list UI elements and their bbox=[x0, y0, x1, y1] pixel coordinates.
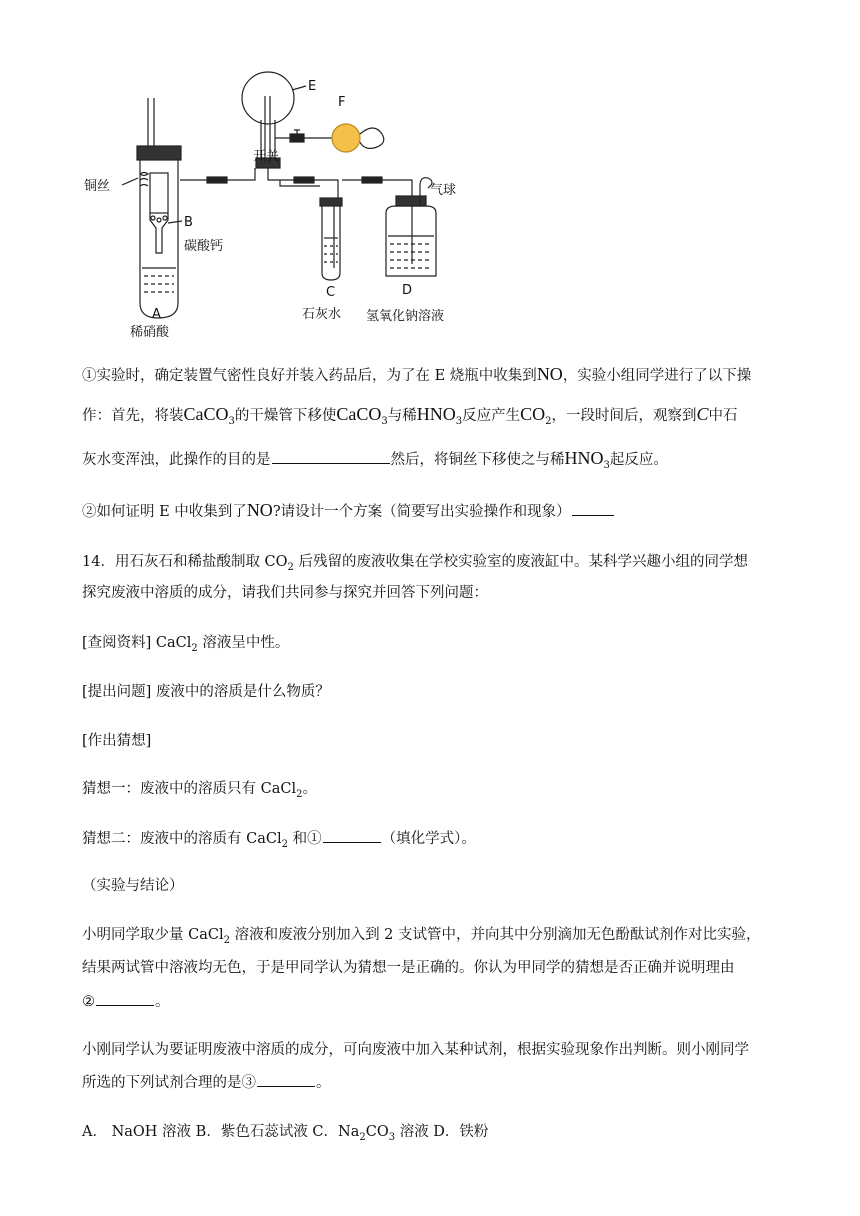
q14-text: [查阅资料] CaCl bbox=[82, 635, 192, 651]
q13-text: ，一段时间后，观察到 bbox=[551, 408, 697, 424]
formula-co2: CO bbox=[520, 404, 546, 424]
q13-text: ②如何证明 E 中收集到了 bbox=[82, 504, 247, 520]
label-calcium-carbonate: 碳酸钙 bbox=[184, 239, 224, 254]
formula-caco3: CaCO bbox=[336, 404, 382, 424]
q14-text: 和① bbox=[287, 831, 322, 847]
q14-line-5: [作出猜想] bbox=[82, 733, 152, 749]
q13-line-4 bbox=[82, 500, 615, 522]
q14-options bbox=[82, 1122, 488, 1148]
q14-text: 后残留的废液收集在学校实验室的废液缸中。某科学兴趣小组的同学想 bbox=[293, 554, 749, 570]
q14-line-8: （实验与结论） bbox=[82, 878, 184, 894]
subscript: 2 bbox=[296, 788, 303, 800]
answer-blank-1[interactable] bbox=[323, 828, 381, 843]
label-copper-wire: 铜丝 bbox=[84, 179, 111, 194]
subscript: 3 bbox=[455, 415, 463, 427]
stopper-a bbox=[137, 146, 181, 160]
q14-text: 溶液和废液分别加入到 2 支试管中，并向其中分别滴加无色酚酞试剂作对比实验， bbox=[229, 927, 761, 943]
apparatus-diagram bbox=[80, 68, 480, 340]
q13-text: 然后，将铜丝下移使之与稀 bbox=[390, 452, 565, 468]
formula-no: NO bbox=[246, 500, 273, 520]
q14-line-2: 探究废液中溶质的成分，请我们共同参与探究并回答下列问题： bbox=[82, 585, 488, 601]
subscript: 2 bbox=[287, 561, 294, 573]
subscript: 2 bbox=[545, 415, 552, 427]
option-text: 溶液 D．铁粉 bbox=[395, 1124, 489, 1140]
label-dilute-nitric-acid: 稀硝酸 bbox=[130, 325, 170, 340]
subscript: 3 bbox=[388, 1131, 396, 1143]
q14-text: 。 bbox=[155, 994, 170, 1010]
q14-line-1 bbox=[82, 552, 748, 578]
label-naoh-solution: 氢氧化钠溶液 bbox=[366, 309, 445, 324]
q14-line-3 bbox=[82, 633, 289, 659]
answer-blank[interactable] bbox=[272, 449, 390, 464]
label-b: B bbox=[184, 215, 193, 230]
q14-text: 14．用石灰石和稀盐酸制取 CO bbox=[82, 554, 288, 570]
q14-text: （填化学式）。 bbox=[381, 831, 476, 847]
subscript: 3 bbox=[603, 459, 610, 471]
label-a: A bbox=[152, 307, 161, 322]
q13-text: 的干燥管下移使 bbox=[234, 408, 337, 424]
subscript: 2 bbox=[359, 1131, 366, 1143]
q14-line-11 bbox=[82, 991, 170, 1012]
q13-line-2 bbox=[82, 404, 738, 432]
formula-hno3: HNO bbox=[564, 448, 604, 468]
q14-text: 猜想一：废液中的溶质只有 CaCl bbox=[82, 781, 297, 797]
option-text: CO bbox=[365, 1124, 389, 1140]
q14-text: 。 bbox=[302, 781, 317, 797]
subscript: 3 bbox=[381, 415, 388, 427]
label-f: F bbox=[338, 95, 346, 110]
q13-text: 灰水变浑浊，此操作的目的是 bbox=[82, 452, 271, 468]
formula-caco3: CaCO bbox=[183, 404, 229, 424]
q14-line-12: 小刚同学认为要证明废液中溶质的成分，可向废液中加入某种试剂，根据实验现象作出判断。则小刚同学 bbox=[82, 1042, 749, 1058]
q13-text: 反应产生 bbox=[462, 408, 521, 424]
q14-line-10: 结果两试管中溶液均无色，于是甲同学认为猜想一是正确的。你认为甲同学的猜想是否正确并说明理由 bbox=[82, 960, 735, 976]
q14-line-6 bbox=[82, 779, 317, 805]
q14-line-7 bbox=[82, 828, 476, 855]
q14-line-4: [提出问题] 废液中的溶质是什么物质？ bbox=[82, 684, 330, 700]
q14-text: ② bbox=[82, 994, 95, 1010]
label-c: C bbox=[326, 285, 336, 300]
answer-blank[interactable] bbox=[572, 501, 614, 516]
option-text: A． NaOH 溶液 B．紫色石蕊试液 C．Na bbox=[82, 1124, 360, 1140]
q13-text: ?请设计一个方案（简要写出实验操作和现象） bbox=[272, 504, 571, 520]
label-balloon: 气球 bbox=[430, 183, 457, 198]
q13-text: 作：首先，将装 bbox=[82, 408, 184, 424]
q13-line-1 bbox=[82, 364, 751, 386]
formula-hno3: HNO bbox=[416, 404, 456, 424]
answer-blank-3[interactable] bbox=[257, 1072, 315, 1087]
label-d: D bbox=[402, 283, 413, 298]
q14-text: 小明同学取少量 CaCl bbox=[82, 927, 224, 943]
q14-text: 。 bbox=[316, 1075, 331, 1091]
subscript: 2 bbox=[281, 838, 288, 850]
formula-no: NO bbox=[536, 364, 563, 384]
q14-line-13 bbox=[82, 1072, 331, 1093]
q13-text: 中石 bbox=[708, 408, 738, 424]
q13-line-3 bbox=[82, 448, 668, 476]
q14-text: 猜想二：废液中的溶质有 CaCl bbox=[82, 831, 282, 847]
label-c-ref: C bbox=[696, 404, 709, 424]
subscript: 3 bbox=[228, 415, 235, 427]
answer-blank-2[interactable] bbox=[96, 991, 154, 1006]
label-limewater: 石灰水 bbox=[302, 307, 342, 322]
q13-text: ，实验小组同学进行了以下操 bbox=[562, 368, 752, 384]
subscript: 2 bbox=[223, 934, 230, 946]
label-switch: 开关 bbox=[253, 149, 280, 164]
q13-text: 与稀 bbox=[387, 408, 417, 424]
q14-text: 所选的下列试剂合理的是③ bbox=[82, 1075, 256, 1091]
q13-text: 起反应。 bbox=[609, 452, 668, 468]
subscript: 2 bbox=[191, 642, 198, 654]
q14-line-9 bbox=[82, 925, 761, 951]
q13-text: ①实验时，确定装置气密性良好并装入药品后，为了在 E 烧瓶中收集到 bbox=[82, 368, 537, 384]
q14-text: 溶液呈中性。 bbox=[197, 635, 290, 651]
label-e: E bbox=[308, 79, 317, 94]
